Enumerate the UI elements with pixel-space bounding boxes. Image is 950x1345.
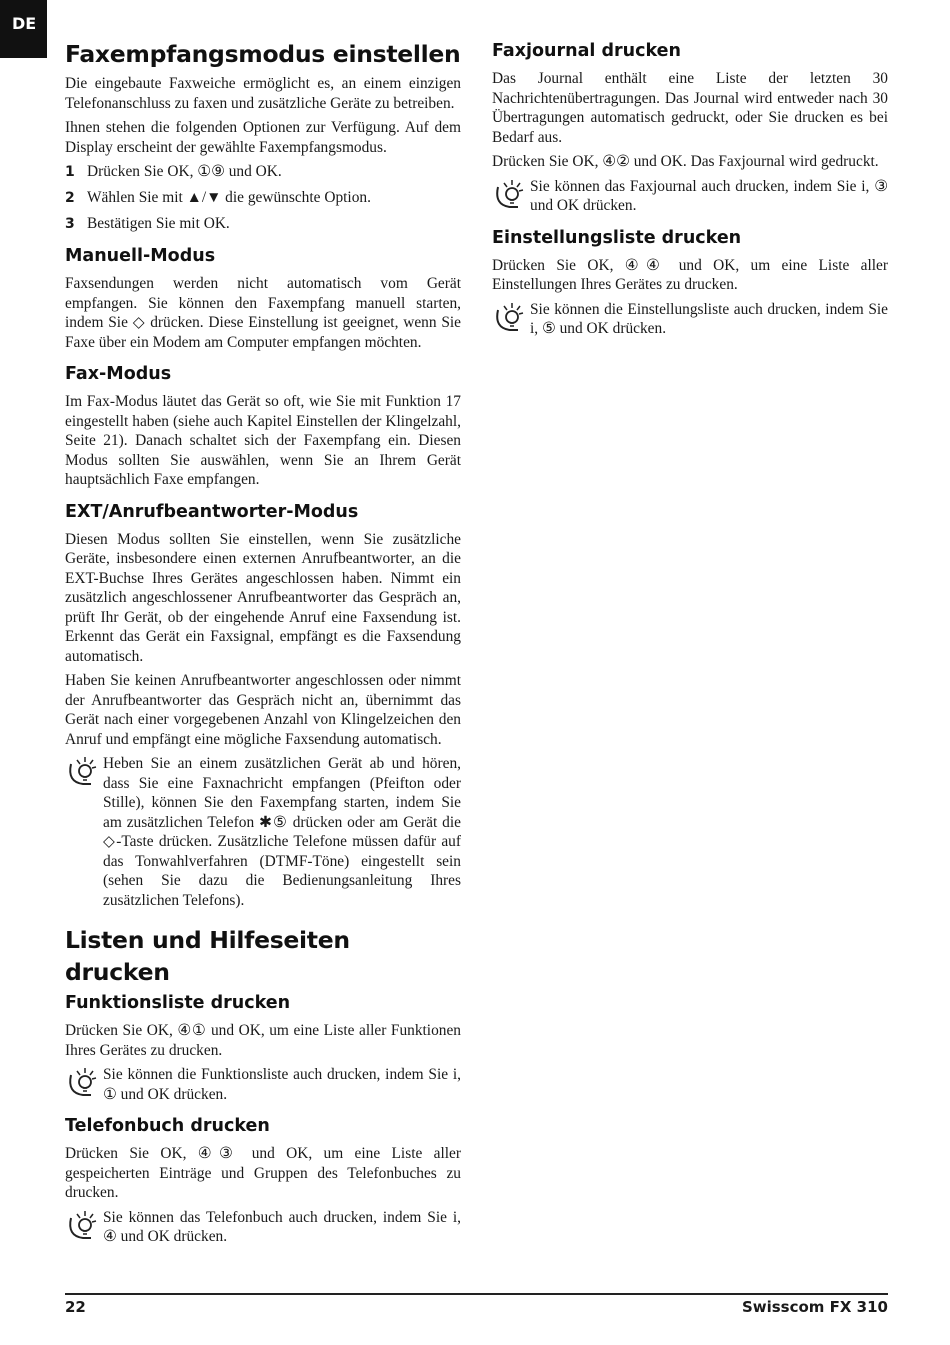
paragraph: Drücken Sie OK, ④② und OK. Das Faxjournal wird gedruckt. (492, 153, 879, 170)
right-column (492, 38, 888, 345)
section-title-lists: Listen und Hilfeseiten drucken (65, 926, 350, 986)
step-text: Drücken Sie OK, ①⑨ und OK. (87, 163, 282, 180)
subsection-title-fax-journal: Faxjournal drucken (492, 41, 681, 61)
tip-text: Heben Sie an einem zusätzlichen Gerät ab und hören, dass Sie eine Faxnachricht empfangen (Pfeifton oder Stille), können Sie den Faxempfang starten, indem Sie am zusätzlichen Telefon ✱⑤ drücken oder am Gerät die ◇-Taste drücken. Zusätzliche Telefone müssen dafür auf das Tonwahlverfahren (DTMF-Töne) eingestellt sein (sehen Sie dazu die Bedienungsanleitung Ihres zusätzlichen Telefons). (103, 755, 461, 909)
subsection-title-manual-mode: Manuell-Modus (65, 246, 216, 266)
step-number: 2 (65, 190, 75, 206)
paragraph: Diesen Modus sollten Sie einstellen, wenn Sie zusätzliche Geräte, insbesondere einen externen Anrufbeantworter, an die EXT-Buchse Ihres Gerätes angeschlossen haben. Nimmt ein zusätzlich angeschlossener Anrufbeantworter das Gespräch an, prüft Ihr Gerät, ob der eingehende Anruf eine Faxsendung ist. Erkennt das Gerät ein Faxsignal, empfängt es die Faxsendung automatisch. (65, 530, 461, 665)
tip-box (65, 1208, 461, 1247)
lightbulb-tip-icon (65, 1208, 103, 1244)
subsection-title-settings-list: Einstellungsliste drucken (492, 227, 742, 248)
tip-text: Sie können die Einstellungsliste auch drucken, indem Sie i, ⑤ und OK drücken. (530, 300, 888, 337)
step-number: 3 (65, 216, 75, 232)
subsection-title-function-list: Funktionsliste drucken (65, 993, 291, 1013)
paragraph: Drücken Sie OK, ④③ und OK, um eine Liste aller gespeicherten Einträge und Gruppen des Telefonbuches zu drucken. (65, 1145, 461, 1201)
paragraph: Im Fax-Modus läutet das Gerät so oft, wie Sie mit Funktion 17 eingestellt haben (siehe auch Kapitel Einstellen der Klingelzahl, Seite 21). Danach schaltet sich der Faxempfang ein. Diesen Modus sollten Sie auswählen, wenn Sie an Ihrem Gerät hauptsächlich Faxe empfangen. (65, 393, 461, 488)
subsection-title-phonebook: Telefonbuch drucken (65, 1116, 270, 1136)
language-tab: DE (0, 0, 47, 58)
paragraph: Ihnen stehen die folgenden Optionen zur Verfügung. Auf dem Display erscheint der gewählte Faxempfangsmodus. (65, 119, 461, 156)
footer-divider (65, 1293, 888, 1295)
page-number: 22 (65, 1298, 86, 1316)
tip-box (492, 300, 888, 339)
paragraph: Drücken Sie OK, ④④ und OK, um eine Liste aller Einstellungen Ihres Gerätes zu drucken. (492, 256, 888, 293)
step-item (65, 214, 461, 234)
step-item (65, 162, 461, 182)
step-text: Wählen Sie mit ▲/▼ die gewünschte Option. (87, 189, 371, 206)
step-item (65, 188, 461, 208)
paragraph: Das Journal enthält eine Liste der letzten 30 Nachrichtenübertragungen. Das Journal wird entweder nach 30 Übertragungen automatisch gedruckt, oder Sie drucken es bei Bedarf aus. (492, 70, 888, 146)
lightbulb-tip-icon (65, 754, 103, 790)
tip-box (65, 1065, 461, 1104)
tip-text: Sie können die Funktionsliste auch drucken, indem Sie i, ① und OK drücken. (103, 1066, 461, 1103)
tip-text: Sie können das Faxjournal auch drucken, indem Sie i, ③ und OK drücken. (530, 177, 888, 214)
tip-text: Sie können das Telefonbuch auch drucken, indem Sie i, ④ und OK drücken. (103, 1208, 461, 1245)
paragraph: Drücken Sie OK, ④① und OK, um eine Liste aller Funktionen Ihres Gerätes zu drucken. (65, 1022, 461, 1059)
tip-box (65, 754, 461, 910)
section-title-fax-receive-mode: Faxempfangsmodus einstellen (65, 40, 461, 68)
lightbulb-tip-icon (492, 177, 530, 213)
lightbulb-tip-icon (492, 300, 530, 336)
paragraph: Die eingebaute Faxweiche ermöglicht es, an einem einzigen Telefonanschluss zu faxen und zusätzliche Geräte zu betreiben. (65, 75, 461, 112)
subsection-title-ext-mode: EXT/Anrufbeantworter-Modus (65, 501, 359, 522)
paragraph: Faxsendungen werden nicht automatisch vom Gerät empfangen. Sie können den Faxempfang manuell starten, indem Sie ◇ drücken. Diese Einstellung ist geeignet, wenn Sie Faxe über ein Modem am Computer empfangen möchten. (65, 275, 461, 351)
step-text: Bestätigen Sie mit OK. (87, 215, 230, 232)
subsection-title-fax-mode: Fax-Modus (65, 364, 172, 384)
step-list (65, 162, 461, 234)
step-number: 1 (65, 164, 75, 180)
tip-box (492, 177, 888, 216)
lightbulb-tip-icon (65, 1065, 103, 1101)
left-column (65, 38, 461, 1253)
product-name: Swisscom FX 310 (741, 1298, 888, 1316)
paragraph: Haben Sie keinen Anrufbeantworter angeschlossen oder nimmt der Anrufbeantworter das Gespräch nicht an, übernimmt das Gerät nach einer vorgegebenen Anzahl von Klingelzeichen den Anruf und empfängt eine mögliche Faxsendung automatisch. (65, 672, 461, 748)
